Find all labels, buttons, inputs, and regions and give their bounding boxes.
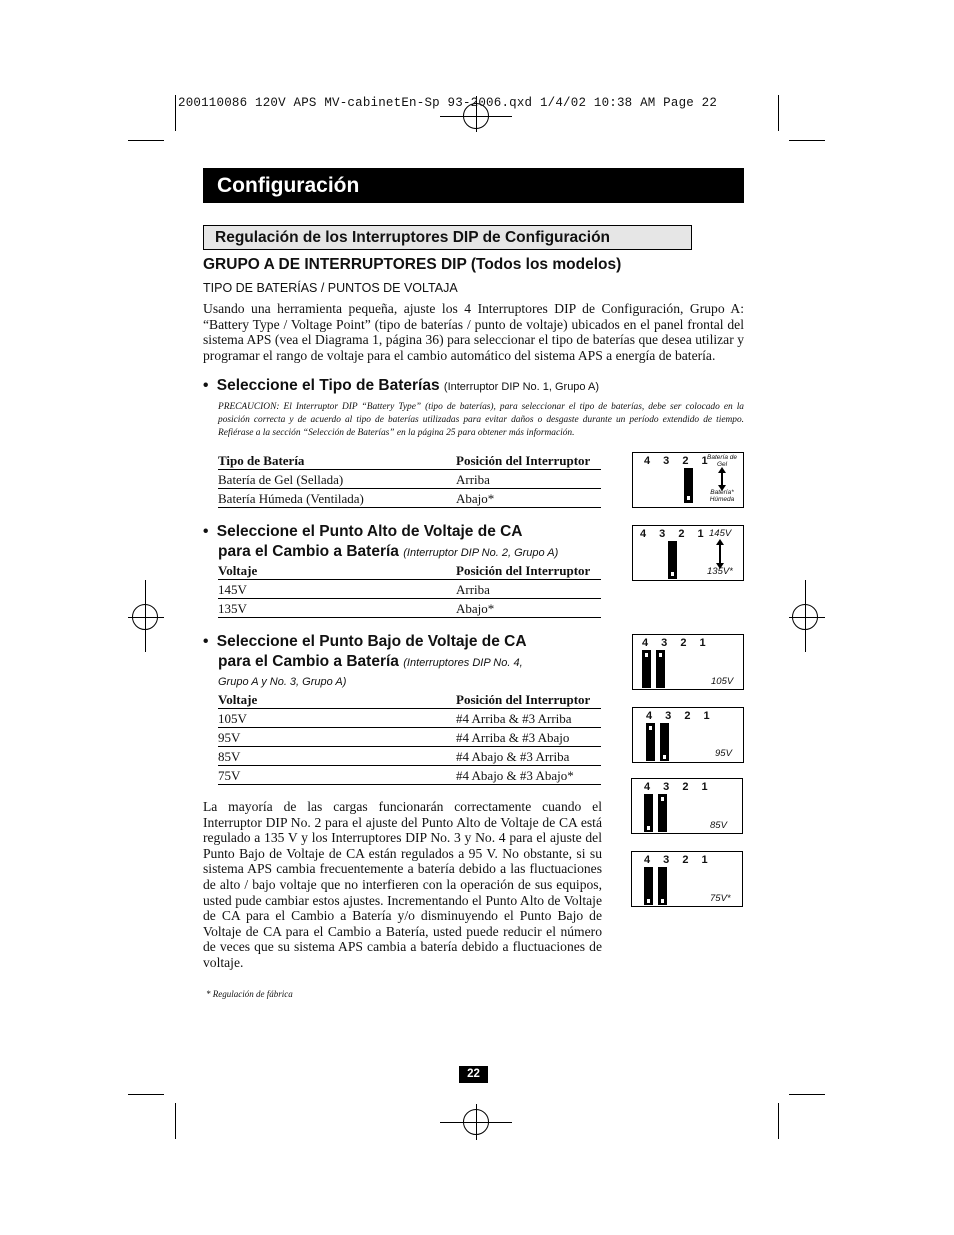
table-header: Posición del Interruptor [456, 452, 601, 470]
dip-switch-3 [656, 650, 665, 688]
dip-switch-1 [684, 468, 693, 503]
bullet-title: para el Cambio a Batería [218, 653, 399, 670]
dip-switch-3 [658, 867, 667, 905]
table-cell: 75V [218, 766, 456, 785]
table-row [218, 709, 601, 728]
table-cell: #4 Abajo & #3 Abajo* [456, 766, 601, 785]
switch-numbers: 4 3 2 1 [642, 637, 711, 649]
table-header: Voltaje [218, 691, 456, 709]
dip-switch-2 [668, 541, 677, 579]
label-95v: 95V [715, 748, 732, 759]
explanation-paragraph: La mayoría de las cargas funcionarán correctamente cuando el Interruptor DIP No. 2 para el ajuste del Punto Alto de Voltaje de CA está regulado a 135 V y los Interruptores DIP No. 3 y No. 4 para el ajuste del Punto Bajo de Voltaje de CA están regulados a 95 V. No obstante, si su sistema APS cambia frecuentemente a batería debido a las fluctuaciones de alto / bajo voltaje que no interfieren con la operación de sus equipos, usted pude cambiar estos ajustes. Incrementando el Punto Alto de Voltaje de CA para el Cambio a Batería y/o disminuyendo el Punto Bajo de Voltaje de CA para el Cambio a Batería, usted puede reducir el número de veces que su sistema APS cambia a batería debido a fluctuaciones de voltaje. [203, 799, 602, 970]
registration-line [128, 617, 164, 618]
battery-type-table [218, 452, 601, 508]
dip-diagram-95v [632, 707, 744, 763]
label-85v: 85V [710, 820, 727, 831]
table-row [218, 580, 601, 599]
page-number: 22 [459, 1066, 488, 1083]
switch-numbers: 4 3 2 1 [644, 854, 713, 866]
crop-mark [789, 1094, 825, 1095]
low-voltage-table [218, 691, 601, 785]
table-header-row [218, 691, 601, 709]
table-row [218, 489, 601, 508]
table-header: Posición del Interruptor [456, 562, 601, 580]
table-cell: Abajo* [456, 489, 601, 508]
table-header-row [218, 452, 601, 470]
bullet-note: (Interruptor DIP No. 1, Grupo A) [443, 381, 599, 393]
crop-mark [128, 1094, 164, 1095]
table-cell: Arriba [456, 470, 601, 489]
file-header: 200110086 120V APS MV-cabinetEn-Sp 93-2006.qxd 1/4/02 10:38 AM Page 22 [178, 96, 718, 110]
table-cell: Batería de Gel (Sellada) [218, 470, 456, 489]
bullet-note: (Interruptor DIP No. 2, Grupo A) [403, 547, 559, 559]
crop-mark [778, 95, 779, 131]
registration-line [145, 580, 146, 652]
table-cell: 85V [218, 747, 456, 766]
dip-diagram-75v [631, 851, 743, 907]
high-voltage-table [218, 562, 601, 618]
intro-paragraph: Usando una herramienta pequeña, ajuste los 4 Interruptores DIP de Configuración, Grupo A: “Battery Type / Voltage Point” (tipo de baterías / punto de voltaje) ubicados en el panel frontal del sistema APS (vea el Diagrama 1, página 36) para seleccionar el tipo de baterías que desea utilizar y programar el rango de voltaje para el cambio automático del sistema APS a energía de batería. [203, 301, 744, 363]
table-cell: 95V [218, 728, 456, 747]
table-row [218, 766, 601, 785]
bullet-title: Seleccione el Punto Alto de Voltaje de CA [216, 523, 523, 540]
label-105v: 105V [711, 676, 734, 687]
label-wet-battery: Batería* Húmeda [709, 489, 735, 503]
label-gel-battery: Batería de Gel [707, 454, 737, 468]
table-cell: 135V [218, 599, 456, 618]
dip-diagram-105v [632, 634, 744, 690]
bullet-title: Seleccione el Tipo de Baterías [216, 377, 440, 394]
bullet-marker: • [203, 377, 209, 394]
caution-text: PRECAUCION: El Interruptor DIP “Battery Type” (tipo de baterías), para seleccionar el tipo de baterías, debe ser colocado en la posición correcta y de acuerdo al tipo de baterías utilizadas para evitar daños o desgaste durante un período extendido de tiempo. Refiérase a la sección “Selección de Baterías” en la página 25 para obtener más información. [218, 402, 744, 438]
table-cell: Arriba [456, 580, 601, 599]
table-row [218, 747, 601, 766]
switch-numbers: 4 3 2 1 [644, 781, 713, 793]
crop-mark [778, 1103, 779, 1139]
dip-switch-4 [644, 867, 653, 905]
dip-diagram-high-voltage [632, 525, 744, 581]
up-down-arrow-icon [721, 472, 723, 486]
table-header-row [218, 562, 601, 580]
table-row [218, 470, 601, 489]
bullet-title: para el Cambio a Batería [218, 543, 399, 560]
dip-switch-4 [642, 650, 651, 688]
crop-mark [128, 140, 164, 141]
bullet-marker: • [203, 633, 209, 650]
dip-switch-3 [660, 723, 669, 761]
table-cell: 105V [218, 709, 456, 728]
dip-switch-3 [658, 794, 667, 832]
table-header: Posición del Interruptor [456, 691, 601, 709]
label-145v: 145V [709, 528, 732, 539]
dip-diagram-85v [631, 778, 743, 834]
table-row [218, 599, 601, 618]
switch-numbers: 4 3 2 1 [644, 455, 713, 467]
switch-numbers: 4 3 2 1 [640, 528, 709, 540]
table-cell: Batería Húmeda (Ventilada) [218, 489, 456, 508]
bullet-note: (Interruptores DIP No. 4, [403, 657, 523, 669]
dip-switch-4 [644, 794, 653, 832]
registration-line [805, 580, 806, 652]
bullet-note: Grupo A y No. 3, Grupo A) [218, 676, 347, 688]
group-heading: GRUPO A DE INTERRUPTORES DIP (Todos los modelos) [203, 256, 622, 273]
registration-line [476, 1104, 477, 1140]
crop-mark [175, 1103, 176, 1139]
footnote: * Regulación de fábrica [206, 989, 293, 999]
up-down-arrow-icon [719, 544, 721, 564]
table-cell: #4 Arriba & #3 Arriba [456, 709, 601, 728]
dip-diagram-battery [632, 452, 744, 508]
bullet-high-voltage [203, 522, 558, 563]
crop-mark [175, 95, 176, 131]
label-135v: 135V* [707, 566, 733, 577]
table-cell: #4 Abajo & #3 Arriba [456, 747, 601, 766]
subheading: TIPO DE BATERÍAS / PUNTOS DE VOLTAJA [203, 281, 458, 295]
switch-numbers: 4 3 2 1 [646, 710, 715, 722]
table-header: Voltaje [218, 562, 456, 580]
registration-line [789, 617, 825, 618]
table-header: Tipo de Batería [218, 452, 456, 470]
table-cell: Abajo* [456, 599, 601, 618]
bullet-title: Seleccione el Punto Bajo de Voltaje de CA [216, 633, 527, 650]
bullet-marker: • [203, 523, 209, 540]
label-75v: 75V* [710, 893, 731, 904]
section-title: Regulación de los Interruptores DIP de Configuración [203, 225, 692, 250]
dip-switch-4 [646, 723, 655, 761]
table-row [218, 728, 601, 747]
crop-mark [789, 140, 825, 141]
table-cell: #4 Arriba & #3 Abajo [456, 728, 601, 747]
bullet-battery-type [203, 377, 599, 395]
bullet-low-voltage [203, 632, 527, 690]
table-cell: 145V [218, 580, 456, 599]
page-title: Configuración [203, 168, 744, 203]
